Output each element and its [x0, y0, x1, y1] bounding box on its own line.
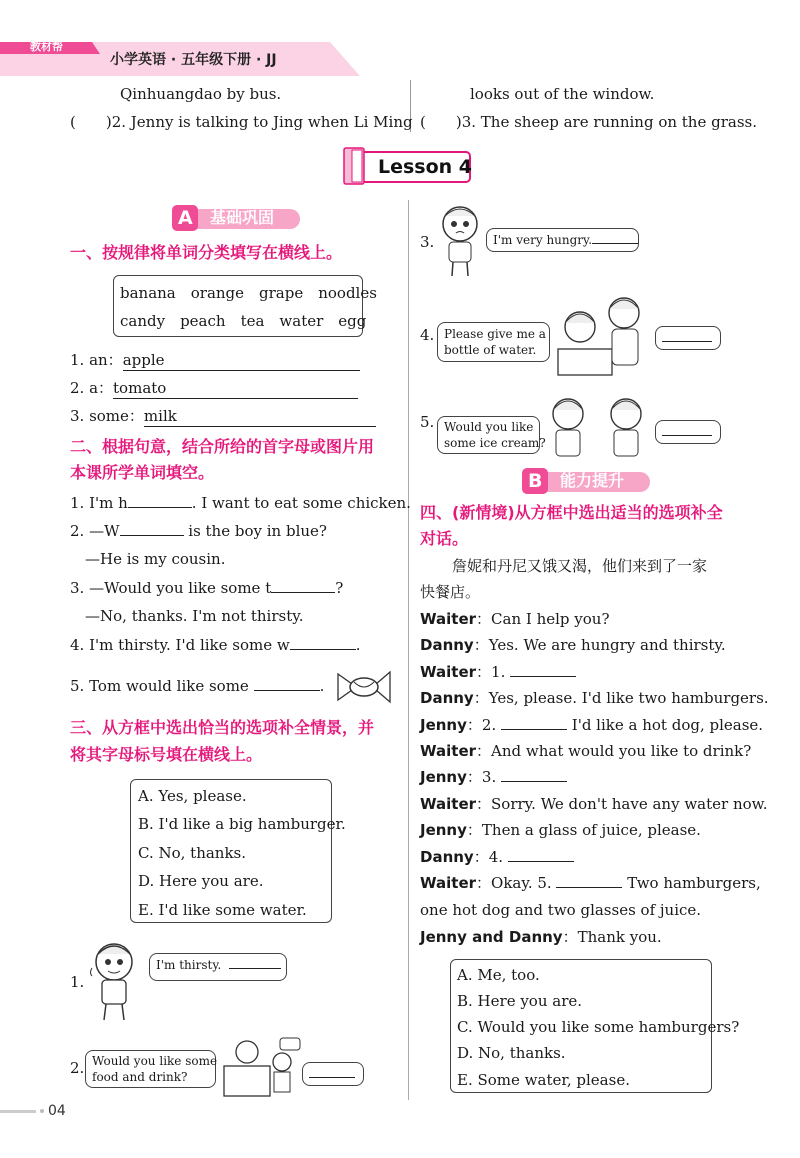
dialogue-line: Jenny：2. I'd like a hot dog, please.	[420, 715, 764, 734]
scene-2-number: 2.	[70, 1059, 85, 1077]
dialogue-text: 1.	[491, 662, 511, 681]
dialogue-text-after: Two hamburgers,	[622, 874, 761, 892]
q2-title-1: 二、根据句意，结合所给的首字母或图片用	[70, 437, 375, 456]
q4-option-b: B. Here you are.	[457, 992, 583, 1010]
scene-3-bubble: I'm very hungry.	[486, 228, 639, 252]
waiter-counter-illustration	[220, 1036, 304, 1100]
lesson-title: Lesson 4	[378, 156, 473, 178]
dialogue-speaker: Waiter	[420, 874, 477, 892]
dialogue-line: Danny：Yes, please. I'd like two hamburgers.	[420, 689, 769, 708]
scene-4-number: 4.	[420, 326, 435, 344]
dialogue-answer-blank[interactable]	[501, 768, 567, 782]
dialogue-speaker: Jenny	[420, 715, 467, 734]
q3-option-e: E. I'd like some water.	[138, 901, 307, 919]
dialogue-text: Can I help you?	[491, 610, 610, 628]
dialogue-speaker: Waiter	[420, 794, 477, 813]
scene-1-bubble: I'm thirsty.	[149, 953, 287, 981]
dialogue-speaker: Danny	[420, 847, 474, 866]
dialogue-answer-blank[interactable]	[510, 663, 576, 677]
q2-line-2: 2. —W is the boy in blue?	[70, 522, 327, 540]
dialogue-text: 3.	[481, 768, 501, 787]
dialogue-speaker: Waiter	[420, 610, 477, 628]
scene-4-answer-blank[interactable]	[662, 330, 712, 342]
q3-title-1: 三、从方框中选出恰当的选项补全情景，并	[70, 718, 375, 737]
q4-option-d: D. No, thanks.	[457, 1044, 566, 1062]
dialogue-answer-blank[interactable]	[508, 848, 574, 862]
dialogue-final: Jenny and Danny：Thank you.	[420, 928, 662, 946]
carry-right-line1: looks out of the window.	[470, 85, 655, 103]
header-badge: 教材帮	[30, 40, 63, 53]
scene-2-answer-blank[interactable]	[309, 1066, 355, 1078]
dialogue-continuation: one hot dog and two glasses of juice.	[420, 901, 702, 919]
dialogue-line: Danny：Yes. We are hungry and thirsty.	[420, 636, 726, 655]
header-title: 小学英语 · 五年级下册 · JJ	[110, 52, 277, 68]
dialogue-text: 2.	[481, 715, 501, 734]
dialogue-text: 4.	[488, 847, 508, 866]
section-b-letter: B	[528, 470, 543, 492]
scene-5-answer-blank[interactable]	[662, 424, 712, 436]
dialogue-text: Yes, please. I'd like two hamburgers.	[488, 689, 769, 708]
q2-line-1: 1. I'm h . I want to eat some chicken.	[70, 494, 411, 512]
q1-item-1	[70, 350, 360, 371]
q2-title-2: 本课所学单词填空。	[70, 463, 215, 482]
dialogue-answer-blank[interactable]	[556, 874, 622, 888]
q4-intro-1: 詹妮和丹尼又饿又渴，他们来到了一家	[452, 557, 708, 575]
dialogue-line: Waiter：1.	[420, 662, 576, 682]
section-b-label: 能力提升	[560, 471, 625, 490]
section-a-letter: A	[178, 207, 193, 229]
q2-blank-3[interactable]	[271, 579, 335, 593]
q4-intro-2: 快餐店。	[420, 583, 481, 601]
carry-left-line1: Qinhuangdao by bus.	[120, 85, 282, 103]
dialogue-line: Jenny：Then a glass of juice, please.	[420, 821, 701, 840]
dialogue-speaker: Waiter	[420, 662, 477, 681]
q1-item-2	[70, 378, 358, 399]
q3-option-b: B. I'd like a big hamburger.	[138, 815, 346, 833]
q2-line-6: 4. I'm thirsty. I'd like some w .	[70, 636, 361, 654]
scene-2-bubble: Would you like some food and drink?	[85, 1050, 216, 1088]
scene-5-number: 5.	[420, 413, 435, 431]
scene-5-answer-bubble[interactable]	[655, 420, 721, 444]
q1-item-3	[70, 406, 376, 427]
dialogue-line: Waiter：And what would you like to drink?	[420, 742, 752, 760]
scene-1-answer-blank[interactable]	[229, 957, 281, 969]
boy-sweating-illustration	[86, 938, 146, 1024]
dialogue-text: Then a glass of juice, please.	[481, 821, 701, 840]
q2-blank-1[interactable]	[128, 494, 192, 508]
scene-4-bubble: Please give me a bottle of water.	[437, 322, 550, 362]
column-divider	[408, 200, 409, 1100]
word-row-2: candy peach tea water egg	[120, 312, 367, 330]
scene-3-answer-blank[interactable]	[592, 232, 638, 244]
q2-blank-2[interactable]	[120, 522, 184, 536]
q2-blank-5[interactable]	[254, 677, 320, 691]
q3-title-2: 将其字母标号填在横线上。	[70, 745, 263, 764]
q4-option-c: C. Would you like some hamburgers?	[457, 1018, 740, 1036]
dialogue-speaker: Danny	[420, 689, 474, 708]
dialogue-speaker: Jenny	[420, 768, 467, 787]
scene-2-answer-bubble[interactable]	[302, 1062, 364, 1086]
q1-item-3-prefix: 3. some：	[70, 407, 144, 425]
q1-item-2-answer[interactable]: tomato	[113, 378, 358, 399]
dialogue-line: Jenny：3.	[420, 767, 567, 787]
scene-5-bubble: Would you like some ice cream?	[437, 416, 540, 454]
q3-option-d: D. Here you are.	[138, 872, 264, 890]
page-number: 04	[48, 1103, 66, 1119]
dialogue-line: Waiter：Can I help you?	[420, 610, 610, 628]
dialogue-line: Danny：4.	[420, 847, 574, 867]
girls-icecream-illustration	[544, 392, 654, 460]
q4-title-1: 四、(新情境)从方框中选出适当的选项补全	[420, 503, 723, 522]
scene-4-answer-bubble[interactable]	[655, 326, 721, 350]
dialogue-line: Waiter：Sorry. We don't have any water now.	[420, 794, 768, 813]
scene-1-number: 1.	[70, 973, 85, 991]
dialogue-text: Okay. 5.	[491, 874, 557, 892]
q1-item-1-answer[interactable]: apple	[123, 350, 360, 371]
q2-line-5: —No, thanks. I'm not thirsty.	[70, 607, 304, 625]
carry-left-q2: ( )2. Jenny is talking to Jing when Li Ming	[70, 113, 413, 131]
dialogue-answer-blank[interactable]	[501, 716, 567, 730]
q1-title: 一、按规律将单词分类填写在横线上。	[70, 243, 343, 262]
q4-option-a: A. Me, too.	[457, 966, 540, 984]
boy-hungry-illustration	[436, 202, 486, 278]
dialogue-text-after: I'd like a hot dog, please.	[567, 715, 764, 734]
dialogue-text: Sorry. We don't have any water now.	[491, 794, 768, 813]
q2-line-3: —He is my cousin.	[70, 550, 226, 568]
q2-line-7: 5. Tom would like some .	[70, 677, 325, 695]
section-a-label: 基础巩固	[210, 208, 275, 227]
q1-item-3-answer[interactable]: milk	[144, 406, 376, 427]
scene-3-number: 3.	[420, 233, 435, 251]
girls-counter-illustration	[554, 293, 654, 379]
word-row-1: banana orange grape noodles	[120, 284, 377, 302]
dialogue-line: Waiter：Okay. 5. Two hamburgers,	[420, 874, 761, 892]
q4-option-e: E. Some water, please.	[457, 1071, 630, 1089]
dialogue-speaker: Danny	[420, 636, 474, 655]
carry-right-q3: ( )3. The sheep are running on the grass.	[420, 113, 757, 131]
footer-dot	[40, 1109, 44, 1113]
q3-option-a: A. Yes, please.	[138, 787, 247, 805]
q2-blank-4[interactable]	[290, 636, 356, 650]
q1-item-2-prefix: 2. a：	[70, 379, 114, 397]
q4-title-2: 对话。	[420, 529, 469, 548]
q3-option-c: C. No, thanks.	[138, 844, 247, 862]
dialogue-speaker: Jenny	[420, 821, 467, 840]
q2-line-4: 3. —Would you like some t ?	[70, 579, 344, 597]
dialogue-final-text: Thank you.	[577, 928, 662, 946]
footer-rule	[0, 1110, 36, 1113]
candy-icon	[334, 664, 394, 708]
dialogue-text: Yes. We are hungry and thirsty.	[488, 636, 726, 655]
dialogue-final-speaker: Jenny and Danny	[420, 928, 563, 946]
q1-item-1-prefix: 1. an：	[70, 351, 123, 369]
dialogue-speaker: Waiter	[420, 742, 477, 760]
dialogue-text: And what would you like to drink?	[491, 742, 752, 760]
